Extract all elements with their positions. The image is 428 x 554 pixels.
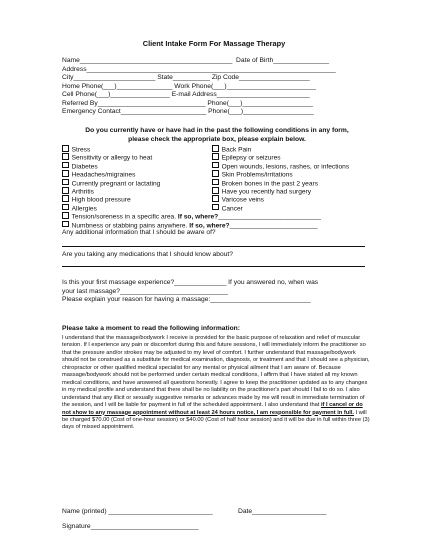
- where-blank[interactable]: ________________________: [229, 222, 318, 230]
- condition-back-pain[interactable]: [212, 145, 251, 154]
- cell-email-field-line[interactable]: Cell Phone(___)________________ E-mail Address_________________________: [62, 91, 310, 98]
- home-work-phone-field-line[interactable]: Home Phone(___)_______________ Work Phone(___)________________________: [62, 82, 316, 90]
- condition-label: Allergies: [71, 205, 97, 213]
- medications-blank[interactable]: [62, 266, 365, 267]
- condition-label: Epilepsy or seizures: [221, 154, 281, 162]
- checkbox[interactable]: [212, 179, 219, 186]
- name-printed-field[interactable]: Name (printed) ____________________________: [62, 508, 213, 515]
- checkbox[interactable]: [212, 187, 219, 194]
- condition-label: Diabetes: [71, 163, 98, 171]
- experience-question-line2[interactable]: your last massage?_____________________________: [62, 287, 228, 295]
- condition-allergies[interactable]: [62, 204, 97, 213]
- condition-blood-pressure[interactable]: [62, 195, 131, 204]
- condition-label: Headaches/migraines: [71, 171, 136, 179]
- checkbox[interactable]: [62, 221, 69, 228]
- checkbox[interactable]: [62, 153, 69, 160]
- condition-label: Back Pain: [221, 146, 252, 154]
- address-field-line[interactable]: Address___________________________________________________________________: [62, 65, 336, 73]
- checkbox[interactable]: [62, 204, 69, 211]
- emergency-contact-field-line[interactable]: Emergency Contact_______________________ Phone(___)___________________: [62, 108, 314, 115]
- condition-arthritis[interactable]: [62, 187, 94, 196]
- condition-tension[interactable]: [62, 212, 321, 221]
- condition-label: Cancer: [221, 205, 243, 213]
- condition-varicose-veins[interactable]: [212, 195, 264, 204]
- condition-label: Currently pregnant or lactating: [71, 180, 161, 188]
- checkbox[interactable]: [62, 170, 69, 177]
- where-prompt: If so, where?: [189, 222, 230, 230]
- condition-label: Have you recently had surgery: [221, 188, 312, 196]
- condition-label: High blood pressure: [71, 196, 131, 204]
- condition-label: Stress: [71, 146, 91, 154]
- condition-label: Skin Problems/irritations: [221, 171, 293, 179]
- where-prompt: If so, where?: [177, 213, 219, 221]
- info-heading: Please take a moment to read the following information:: [62, 325, 240, 332]
- condition-broken-bones[interactable]: [212, 179, 318, 188]
- condition-skin-problems[interactable]: [212, 170, 293, 179]
- cancellation-policy-text: if I cancel or do not show to any massage appointment without at least 24 hours notice, I am responsible for payment in full.: [62, 402, 363, 416]
- checkbox[interactable]: [62, 187, 69, 194]
- reason-question[interactable]: Please explain your reason for having a massage:___________________________: [62, 296, 311, 303]
- condition-label: Sensitivity or allergy to heat: [71, 154, 153, 162]
- checkbox[interactable]: [62, 179, 69, 186]
- condition-open-wounds[interactable]: [212, 162, 349, 171]
- checkbox[interactable]: [212, 162, 219, 169]
- condition-label: Numbness or stabbing pains anywhere.: [71, 222, 188, 230]
- city-state-zip-field-line[interactable]: City______________________ State__________ Zip Code___________________: [62, 74, 310, 81]
- condition-label: Open wounds, lesions, rashes, or infections: [221, 163, 350, 171]
- consent-paragraph: [62, 335, 372, 432]
- condition-stress[interactable]: [62, 145, 90, 154]
- additional-info-blank[interactable]: [62, 246, 365, 247]
- checkbox[interactable]: [212, 153, 219, 160]
- condition-headaches[interactable]: [62, 170, 135, 179]
- condition-heat-sensitivity[interactable]: [62, 153, 152, 162]
- condition-numbness[interactable]: [62, 221, 318, 230]
- condition-epilepsy[interactable]: [212, 153, 281, 162]
- checkbox[interactable]: [212, 170, 219, 177]
- condition-pregnant[interactable]: [62, 179, 160, 188]
- consent-text-end: I will be charged $70.00 (Cost of one-hour session) or $40.00 (Cost of half hour session) and it will be due in full within three (3) days of missed appointment.: [62, 409, 370, 431]
- checkbox[interactable]: [62, 145, 69, 152]
- date-field[interactable]: Date____________________: [238, 508, 327, 515]
- consent-text: I understand that the massage/bodywork I receive is provided for the basic purpose of relaxation and relief of muscular tension. If I experience any pain or discomfort during this and future sessions, I will immediately inform the practitioner so that the pressure and/or strokes may be adjusted to my level of comfort. I further understand that massage/bodywork should not be construed as a substitute for medical examination, diagnosis, or treatment and that I should see a physician, chiropractor or other qualified medical specialist for any mental or physical ailment that I am aware of. Because massage/bodywork should not be performed under certain medical conditions, I affirm that I have stated all my known medical conditions, and have answered all questions honestly. I agree to keep the practitioner updated as to any changes in my medical profile and understand that there shall be no liability on the practitioner's part should I fail to do so. I also understand that any illicit or sexually suggestive remarks or advances made by me will result in immediate termination of the session, and I will be liable for payment in full of the scheduled appointment. I also understand that: [62, 335, 370, 409]
- checkbox[interactable]: [62, 162, 69, 169]
- experience-question-line1[interactable]: Is this your first massage experience?______________ If you answered no, when was: [62, 279, 319, 286]
- conditions-header-line1: Do you currently have or have had in the past the following conditions in any form,: [85, 127, 349, 134]
- additional-info-question: Any additional information that I should be aware of?: [62, 229, 216, 236]
- signature-field[interactable]: Signature_____________________________: [62, 523, 199, 530]
- condition-cancer[interactable]: [212, 204, 243, 213]
- name-dob-field-line[interactable]: Name_________________________________________ Date of Birth_______________: [62, 57, 330, 64]
- conditions-header-line2: please check the appropriate box, please explain below.: [128, 135, 306, 143]
- checkbox[interactable]: [62, 195, 69, 202]
- medications-question: Are you taking any medications that I should know about?: [62, 251, 234, 258]
- form-title: Client Intake Form For Massage Therapy: [142, 39, 286, 48]
- checkbox[interactable]: [212, 204, 219, 211]
- condition-label: Varicose veins: [221, 196, 264, 204]
- condition-label: Broken bones in the past 2 years: [221, 180, 318, 188]
- condition-label: Tension/soreness in a specific area.: [71, 213, 177, 221]
- condition-label: Arthritis: [71, 188, 94, 196]
- condition-diabetes[interactable]: [62, 162, 98, 171]
- where-blank[interactable]: ____________________________: [218, 213, 321, 221]
- checkbox[interactable]: [62, 212, 69, 219]
- referred-by-field-line[interactable]: Referred By_____________________________ Phone(___)___________________: [62, 99, 314, 107]
- checkbox[interactable]: [212, 145, 219, 152]
- condition-surgery[interactable]: [212, 187, 311, 196]
- checkbox[interactable]: [212, 195, 219, 202]
